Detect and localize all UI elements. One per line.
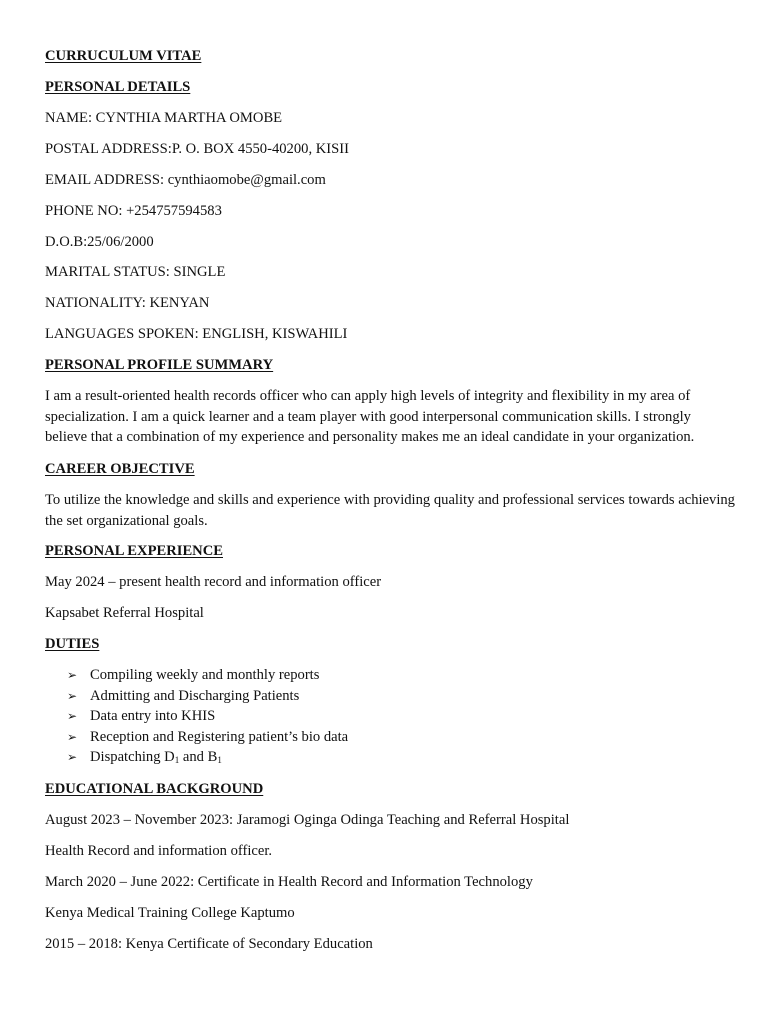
duties-list — [45, 665, 735, 768]
experience-role: May 2024 – present health record and information officer — [45, 574, 382, 590]
dob-line: D.O.B:25/06/2000 — [45, 234, 154, 250]
education-entry: Kenya Medical Training College Kaptumo — [45, 905, 295, 921]
profile-heading: PERSONAL PROFILE SUMMARY — [45, 357, 274, 373]
education-entry: August 2023 – November 2023: Jaramogi Oginga Odinga Teaching and Referral Hospital — [45, 812, 570, 828]
duties-heading: DUTIES — [45, 636, 100, 652]
objective-heading: CAREER OBJECTIVE — [45, 461, 195, 477]
education-entry: March 2020 – June 2022: Certificate in Health Record and Information Technology — [45, 874, 533, 890]
education-entry: Health Record and information officer. — [45, 843, 273, 859]
name-line: NAME: CYNTHIA MARTHA OMOBE — [45, 110, 283, 126]
arrow-bullet-icon: ➢ — [67, 709, 78, 724]
experience-place: Kapsabet Referral Hospital — [45, 605, 204, 621]
languages-line: LANGUAGES SPOKEN: ENGLISH, KISWAHILI — [45, 326, 348, 342]
marital-status-line: MARITAL STATUS: SINGLE — [45, 264, 226, 280]
arrow-bullet-icon: ➢ — [67, 688, 78, 703]
document-title: CURRUCULUM VITAE — [45, 48, 202, 64]
email-line: EMAIL ADDRESS: cynthiaomobe@gmail.com — [45, 172, 326, 188]
arrow-bullet-icon: ➢ — [67, 750, 78, 765]
profile-summary-text: I am a result-oriented health records officer who can apply high levels of integrity and flexibility in my area of specialization. I am a quick learner and a team player with good interpersonal communication skills. I strongly believe that a combination of my experience and personality makes me an ideal candidate in your organization. — [45, 388, 695, 446]
nationality-line: NATIONALITY: KENYAN — [45, 295, 210, 311]
list-item: ➢ Reception and Registering patient’s bio data — [45, 727, 735, 748]
list-item: ➢ Data entry into KHIS — [45, 706, 735, 727]
postal-address-line: POSTAL ADDRESS:P. O. BOX 4550-40200, KISII — [45, 141, 349, 157]
experience-heading: PERSONAL EXPERIENCE — [45, 543, 223, 559]
personal-details-heading: PERSONAL DETAILS — [45, 79, 191, 95]
list-item: ➢ Compiling weekly and monthly reports — [45, 665, 735, 686]
arrow-bullet-icon: ➢ — [67, 729, 78, 744]
list-item: ➢ Dispatching $D_1$ and $B_1$ — [45, 747, 735, 768]
education-heading: EDUCATIONAL BACKGROUND — [45, 781, 264, 797]
education-entry: 2015 – 2018: Kenya Certificate of Secondary Education — [45, 936, 373, 952]
list-item: ➢ Admitting and Discharging Patients — [45, 686, 735, 707]
phone-line: PHONE NO: +254757594583 — [45, 203, 222, 219]
arrow-bullet-icon: ➢ — [67, 668, 78, 682]
objective-text: To utilize the knowledge and skills and experience with providing quality and professional services towards achieving the set organizational goals. — [45, 492, 735, 529]
